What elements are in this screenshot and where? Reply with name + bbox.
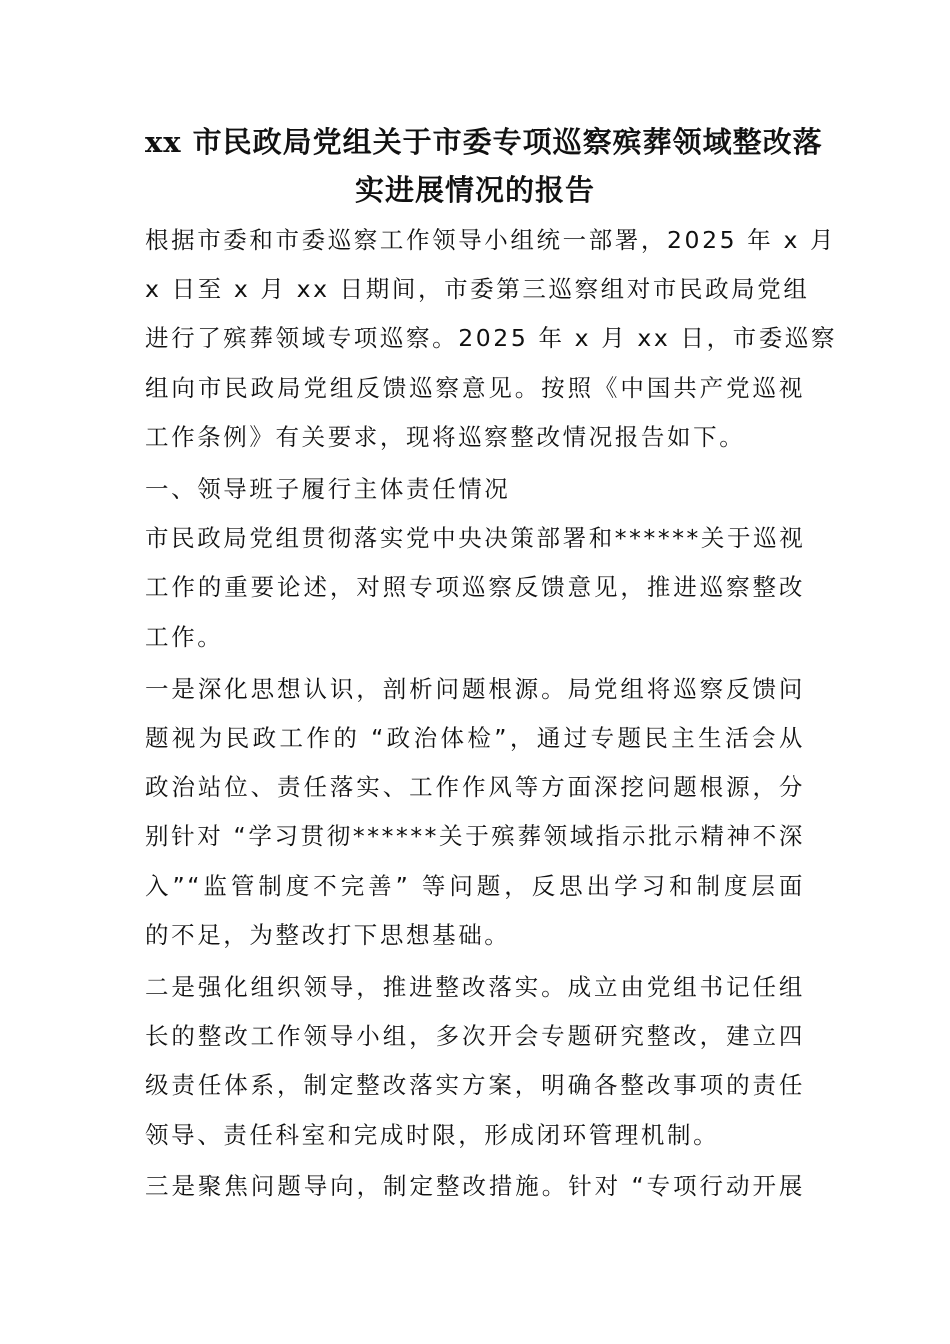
body-line: 组向市民政局党组反馈巡察意见。按照《中国共产党巡视 xyxy=(145,374,805,402)
body-line: 市民政局党组贯彻落实党中央决策部署和******关于巡视 xyxy=(145,524,806,552)
section-heading: 一、领导班子履行主体责任情况 xyxy=(145,475,511,503)
body-line: 工作条例》有关要求，现将巡察整改情况报告如下。 xyxy=(145,423,746,451)
body-line: 进行了殡葬领域专项巡察。2025 年 x 月 xx 日，市委巡察 xyxy=(145,324,838,352)
document-title-line-2: 实进展情况的报告 xyxy=(354,173,595,207)
body-line: 工作。 xyxy=(145,623,224,651)
body-line: 工作的重要论述，对照专项巡察反馈意见，推进巡察整改 xyxy=(145,573,805,601)
body-line: 政治站位、责任落实、工作作风等方面深挖问题根源，分 xyxy=(145,773,805,801)
document-title-line-1: xx 市民政局党组关于市委专项巡察殡葬领域整改落 xyxy=(145,125,823,159)
body-line: 一是深化思想认识，剖析问题根源。局党组将巡察反馈问 xyxy=(145,675,805,703)
body-line: 长的整改工作领导小组，多次开会专题研究整改，建立四 xyxy=(145,1022,805,1050)
body-line: 入”“监管制度不完善” 等问题，反思出学习和制度层面 xyxy=(145,872,805,900)
body-line: x 日至 x 月 xx 日期间，市委第三巡察组对市民政局党组 xyxy=(145,275,810,303)
body-line: 领导、责任科室和完成时限，形成闭环管理机制。 xyxy=(145,1121,720,1149)
body-line: 二是强化组织领导，推进整改落实。成立由党组书记任组 xyxy=(145,973,805,1001)
body-line: 题视为民政工作的 “政治体检”，通过专题民主生活会从 xyxy=(145,724,805,752)
body-line: 根据市委和市委巡察工作领导小组统一部署，2025 年 x 月 xyxy=(145,226,837,254)
body-line: 别针对 “学习贯彻******关于殡葬领域指示批示精神不深 xyxy=(145,822,805,850)
body-line: 三是聚焦问题导向，制定整改措施。针对 “专项行动开展 xyxy=(145,1172,805,1200)
body-line: 级责任体系，制定整改落实方案，明确各整改事项的责任 xyxy=(145,1071,805,1099)
body-line: 的不足，为整改打下思想基础。 xyxy=(145,921,511,949)
